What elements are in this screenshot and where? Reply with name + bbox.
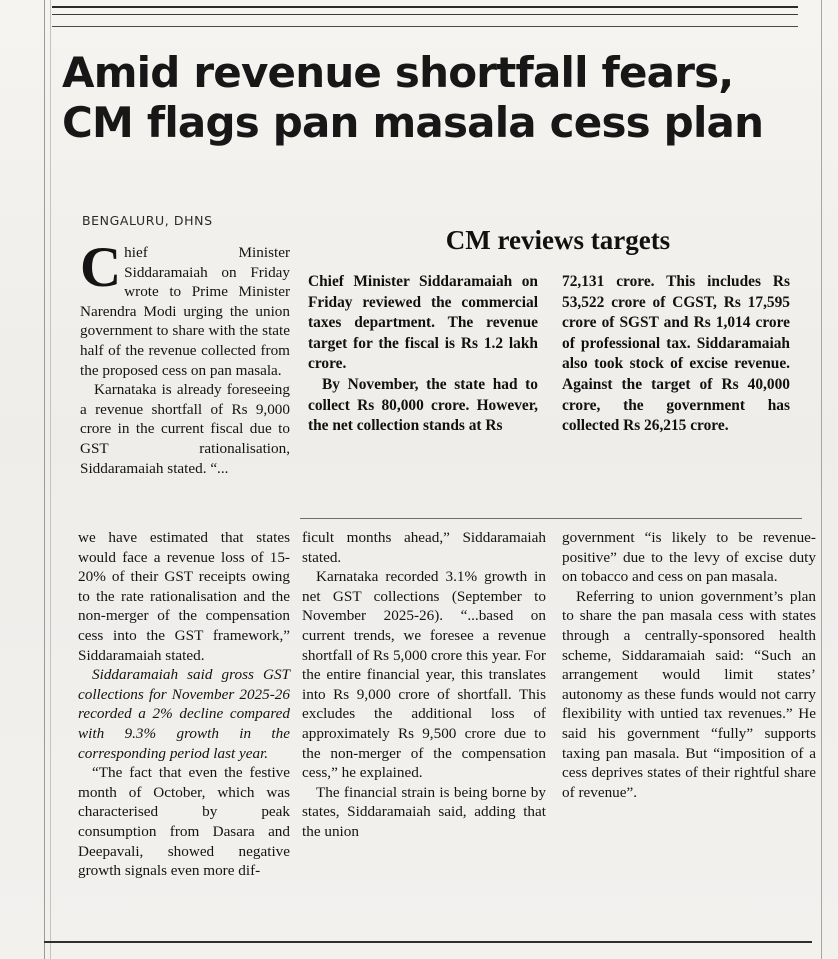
top-rule-1 [52, 6, 798, 8]
article-paragraph: Karnataka is already foreseeing a revenue shortfall of Rs 9,000 crore in the current fiscal due to GST rationalisation, Siddaramaiah stated. “... [80, 381, 290, 477]
article-paragraph: government “is likely to be revenue-positive” due to the levy of excise duty on tobacco and cess on pan masala. [562, 529, 816, 586]
headline-line-2: CM flags pan masala cess plan [62, 98, 764, 147]
sidebar-paragraph: 72,131 crore. This includes Rs 53,522 crore of CGST, Rs 17,595 crore of SGST and Rs 1,014 crore of professional tax. Siddaramaiah also took stock of excise revenue. Against the target of Rs 40,000 crore, the government has collected Rs 26,215 crore. [562, 273, 790, 435]
article-paragraph [80, 236, 290, 380]
article-paragraph: Referring to union government’s plan to share the pan masala cess with states through a centrally-sponsored health scheme, Siddaramaiah said: “Such an arrangement would limit states’ autonomy as these funds would not carry flexibility with untied tax revenues.” He said his government “fully” supports taxing pan masala. But “imposition of a cess deprives states of their rightful share of revenue”. [562, 587, 816, 801]
bottom-rule [44, 941, 812, 943]
sidebar-paragraph: Chief Minister Siddaramaiah on Friday reviewed the commercial taxes department. The revenue target for the fiscal is Rs 1.2 lakh crore. [308, 273, 538, 373]
article-left-column-bottom [78, 528, 290, 881]
article-paragraph: The financial strain is being borne by states, Siddaramaiah said, adding that the union [302, 783, 546, 840]
article-paragraph: Siddaramaiah said gross GST collections for November 2025-26 recorded a 2% decline compared with 9.3% growth in the corresponding period last year. [78, 666, 290, 762]
sidebar-column-a [308, 272, 538, 437]
left-vertical-rule [44, 0, 45, 959]
left-vertical-rule-inner [50, 0, 51, 959]
article-paragraph: Karnataka recorded 3.1% growth in net GST collections (September to November 2025-26). “...based on current trends, we foresee a revenue shortfall of Rs 5,000 crore this year. For the entire financial year, this translates into Rs 9,000 crore of shortfall. This excludes the additional loss of approximately Rs 9,500 crore due to the non-merger of the compensation cess,” he explained. [302, 568, 546, 782]
top-rule-2 [52, 14, 798, 15]
top-rule-3 [52, 26, 798, 27]
drop-cap: C [80, 236, 122, 299]
sidebar-title: CM reviews targets [445, 225, 671, 255]
article-paragraph-text: hief Minister Siddaramaiah on Friday wrote to Prime Minister Narendra Modi urging the union government to share with the state half of the revenue collected from the proposed cess on pan masala. [80, 244, 290, 379]
right-vertical-rule [821, 0, 822, 959]
sidebar-bottom-rule [300, 518, 802, 519]
article-left-column-top [80, 236, 290, 478]
article-paragraph: we have estimated that states would face a revenue loss of 15-20% of their GST receipts owing to the rate rationalisation and the non-merger of the compensation cess into the GST framework,” Siddaramaiah stated. [78, 529, 290, 664]
article-right-column-bottom [562, 528, 816, 802]
headline [62, 48, 782, 148]
sidebar-paragraph: By November, the state had to collect Rs 80,000 crore. However, the net collection stands at Rs [308, 375, 538, 435]
sidebar-column-b [562, 272, 790, 437]
byline: BENGALURU, DHNS [82, 213, 213, 228]
headline-line-1: Amid revenue shortfall fears, [62, 48, 734, 97]
article-paragraph: “The fact that even the festive month of October, which was characterised by peak consumption from Dasara and Deepavali, showed negative growth signals even more dif- [78, 764, 290, 880]
article-paragraph: ficult months ahead,” Siddaramaiah stated. [302, 529, 546, 566]
article-middle-column-bottom [302, 528, 546, 842]
